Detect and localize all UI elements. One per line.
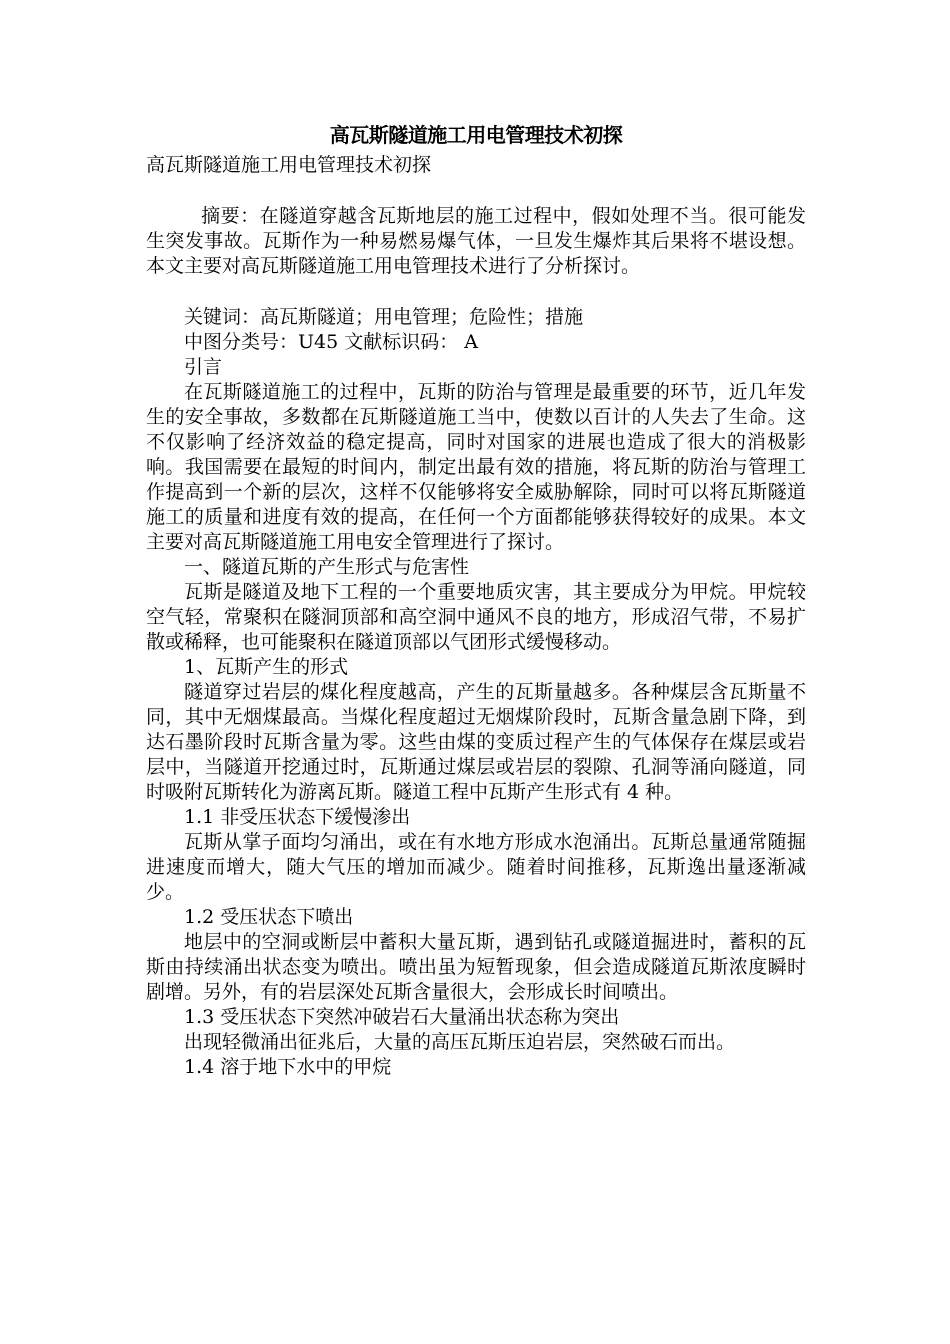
abstract-paragraph: 摘要：在隧道穿越含瓦斯地层的施工过程中，假如处理不当。很可能发生突发事故。瓦斯作为一种易燃易爆气体，一旦发生爆炸其后果将不堪设想。本文主要对高瓦斯隧道施工用电管理技术进行了分析探讨。 <box>146 205 806 277</box>
subsection1-2-heading: 1.2 受压状态下喷出 <box>184 906 354 928</box>
subsection1-3-heading: 1.3 受压状态下突然冲破岩石大量涌出状态称为突出 <box>184 1006 620 1028</box>
subsection1-2-paragraph: 地层中的空洞或断层中蓄积大量瓦斯，遇到钻孔或隧道掘进时，蓄积的瓦斯由持续涌出状态变为喷出。喷出虽为短暂现象，但会造成隧道瓦斯浓度瞬时剧增。另外，有的岩层深处瓦斯含量很大，会形成长时间喷出。 <box>146 931 806 1003</box>
subsection1-paragraph: 隧道穿过岩层的煤化程度越高，产生的瓦斯量越多。各种煤层含瓦斯量不同，其中无烟煤最高。当煤化程度超过无烟煤阶段时，瓦斯含量急剧下降，到达石墨阶段时瓦斯含量为零。这些由煤的变质过程产生的气体保存在煤层或岩层中，当隧道开挖通过时，瓦斯通过煤层或岩层的裂隙、孔洞等涌向隧道，同时吸附瓦斯转化为游离瓦斯。隧道工程中瓦斯产生形式有 4 种。 <box>146 681 806 803</box>
subsection1-1-heading: 1.1 非受压状态下缓慢渗出 <box>184 806 411 828</box>
intro-paragraph: 在瓦斯隧道施工的过程中，瓦斯的防治与管理是最重要的环节，近几年发生的安全事故，多数都在瓦斯隧道施工当中，使数以百计的人失去了生命。这不仅影响了经济效益的稳定提高，同时对国家的进展也造成了很大的消极影响。我国需要在最短的时间内，制定出最有效的措施，将瓦斯的防治与管理工作提高到一个新的层次，这样不仅能够将安全威胁解除，同时可以将瓦斯隧道施工的质量和进度有效的提高，在任何一个方面都能够获得较好的成果。本文主要对高瓦斯隧道施工用电安全管理进行了探讨。 <box>146 381 806 553</box>
spacer <box>146 279 806 305</box>
document-title: 高瓦斯隧道施工用电管理技术初探 <box>329 123 623 147</box>
spacer <box>146 178 806 204</box>
keywords-line: 关键词：高瓦斯隧道；用电管理；危险性；措施 <box>184 306 584 328</box>
subsection1-3-paragraph: 出现轻微涌出征兆后，大量的高压瓦斯压迫岩层，突然破石而出。 <box>184 1031 736 1053</box>
document-page <box>146 118 806 1080</box>
subsection1-1-paragraph: 瓦斯从掌子面均匀涌出，或在有水地方形成水泡涌出。瓦斯总量通常随掘进速度而增大，随大气压的增加而减少。随着时间推移，瓦斯逸出量逐渐减少。 <box>146 831 806 903</box>
subsection1-4-heading: 1.4 溶于地下水中的甲烷 <box>184 1056 392 1078</box>
subsection1-heading: 1、瓦斯产生的形式 <box>184 656 349 678</box>
document-subtitle: 高瓦斯隧道施工用电管理技术初探 <box>146 154 432 176</box>
classification-line: 中图分类号：U45 文献标识码： A <box>184 331 478 353</box>
section1-heading: 一、隧道瓦斯的产生形式与危害性 <box>184 556 470 578</box>
intro-heading: 引言 <box>184 356 223 378</box>
section1-paragraph: 瓦斯是隧道及地下工程的一个重要地质灾害，其主要成分为甲烷。甲烷较空气轻，常聚积在隧洞顶部和高空洞中通风不良的地方，形成沼气带，不易扩散或稀释，也可能聚积在隧道顶部以气团形式缓慢移动。 <box>146 581 806 653</box>
